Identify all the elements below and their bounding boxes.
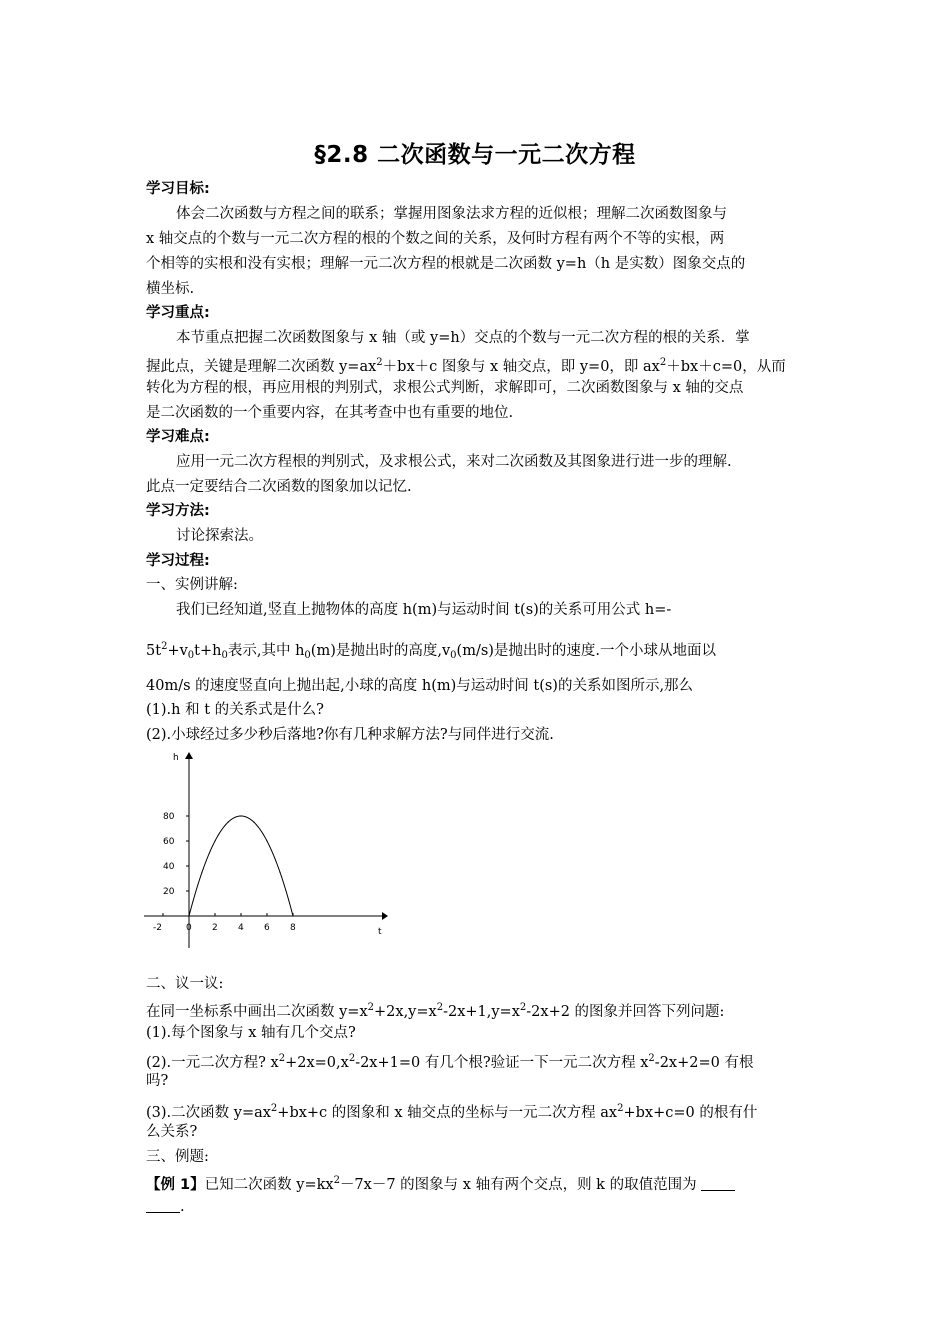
- section-3-heading: 三、例题:: [146, 1149, 209, 1165]
- discussion-question-3: (3).二次函数 $y=ax^2+bx+c$ 的图象和 x 轴交点的坐标与一元二次方程 $ax^2+bx+c=0$ 的根有什: [146, 1103, 758, 1121]
- question-1: (1).h 和 t 的关系式是什么?: [146, 702, 324, 718]
- section-1-heading: 一、实例讲解:: [146, 577, 238, 593]
- goals-line-4: 横坐标.: [146, 281, 195, 297]
- y-tick-label: 40: [163, 862, 175, 872]
- example-paragraph-line-1: 我们已经知道,竖直上抛物体的高度 h(m)与运动时间 t(s)的关系可用公式 h=-: [176, 602, 672, 618]
- keypoints-line-2: 握此点，关键是理解二次函数 $y=ax^2+bx+c$ 图象与 x 轴交点，即 y=0，即 $ax^2+bx+c=0$，从而: [146, 357, 786, 375]
- y-tick-label: 20: [163, 887, 175, 897]
- difficulties-heading: 学习难点:: [146, 429, 210, 445]
- y-axis-label: h: [173, 753, 179, 763]
- method-heading: 学习方法:: [146, 503, 210, 519]
- data-point: [227, 822, 228, 823]
- example-paragraph-line-3: 40m/s 的速度竖直向上抛出起,小球的高度 h(m)与运动时间 t(s)的关系如图所示,那么: [146, 678, 694, 694]
- keypoints-line-1: 本节重点把握二次函数图象与 x 轴（或 y=h）交点的个数与一元二次方程的根的关系．掌: [176, 330, 750, 346]
- example-1: 【例 1】已知二次函数 $y=kx^2-7x-7$ 的图象与 x 轴有两个交点，则 k 的取值范围为: [146, 1172, 735, 1194]
- discussion-question-1: (1).每个图象与 x 轴有几个交点?: [146, 1025, 356, 1041]
- difficulties-line-2: 此点一定要结合二次函数的图象加以记忆.: [146, 479, 412, 495]
- keypoints-line-3: 转化为方程的根，再应用根的判别式，求根公式判断，求解即可，二次函数图象与 x 轴的交点: [146, 380, 744, 396]
- projectile-height-chart: [144, 746, 394, 948]
- x-axis-label: t: [378, 927, 382, 937]
- x-tick-label: 4: [238, 923, 244, 933]
- goals-line-2: x 轴交点的个数与一元二次方程的根的个数之间的关系，及何时方程有两个不等的实根，两: [146, 231, 725, 247]
- y-tick-label: 60: [163, 837, 175, 847]
- x-tick-label: 0: [186, 923, 192, 933]
- x-tick-label: 6: [264, 923, 270, 933]
- answer-blank[interactable]: [701, 1176, 735, 1191]
- x-tick-label: 8: [290, 923, 296, 933]
- data-point: [240, 815, 241, 816]
- data-point: [266, 840, 267, 841]
- keypoints-line-4: 是二次函数的一个重要内容，在其考查中也有重要的地位.: [146, 405, 514, 421]
- difficulties-line-1: 应用一元二次方程根的判别式，及求根公式，来对二次函数及其图象进行进一步的理解.: [176, 454, 732, 470]
- data-point: [201, 872, 202, 873]
- goals-line-3: 个相等的实根和没有实根；理解一元二次方程的根就是二次函数 y=h（h 是实数）图象交点的: [146, 256, 746, 272]
- discussion-question-2: (2).一元二次方程? $x^2+2x=0,x^2-2x+1=0$ 有几个根?验证一下一元二次方程 $x^2-2x+2=0$ 有根: [146, 1053, 754, 1071]
- data-point: [292, 915, 293, 916]
- example-paragraph-line-2: $5t^2+v_0t+h_0$表示,其中 $h_0(m)$是抛出时的高度$,v_0(m/s)$是抛出时的速度.一个小球从地面以: [146, 641, 717, 661]
- process-heading: 学习过程:: [146, 553, 210, 569]
- data-point: [188, 915, 189, 916]
- discussion-intro: 在同一坐标系中画出二次函数 $y=x^2+2x,y=x^2-2x+1,y=x^2-2x+2$ 的图象并回答下列问题:: [146, 1002, 725, 1020]
- page-title: §2.8 二次函数与一元二次方程: [314, 142, 636, 168]
- discussion-question-3-cont: 么关系?: [146, 1124, 198, 1140]
- x-tick-label: 2: [212, 923, 218, 933]
- discussion-question-2-cont: 吗?: [146, 1073, 169, 1089]
- x-axis-arrow: [382, 912, 388, 920]
- y-tick-label: 80: [163, 812, 175, 822]
- question-2: (2).小球经过多少秒后落地?你有几种求解方法?与同伴进行交流.: [146, 727, 554, 743]
- y-axis-arrow: [185, 752, 193, 759]
- goals-line-1: 体会二次函数与方程之间的联系；掌握用图象法求方程的近似根；理解二次函数图象与: [176, 206, 727, 222]
- method-text: 讨论探索法。: [176, 528, 263, 544]
- answer-blank-cont[interactable]: [146, 1198, 180, 1213]
- data-point: [253, 822, 254, 823]
- keypoints-heading: 学习重点:: [146, 305, 210, 321]
- parabola-curve: [189, 816, 293, 916]
- example-1-cont: .: [146, 1198, 185, 1216]
- data-point: [279, 872, 280, 873]
- section-2-heading: 二、议一议:: [146, 976, 224, 992]
- data-point: [214, 840, 215, 841]
- x-tick-label: -2: [153, 923, 162, 933]
- goals-heading: 学习目标:: [146, 181, 210, 197]
